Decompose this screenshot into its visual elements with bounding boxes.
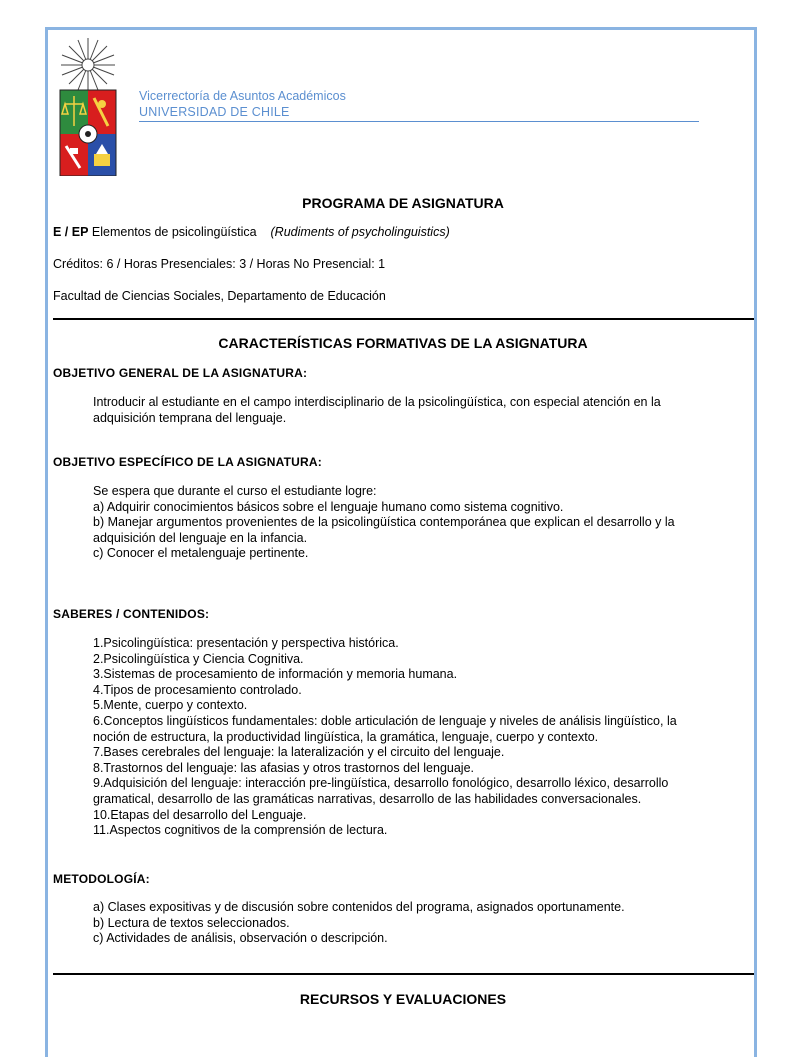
course-code: E / EP xyxy=(53,225,89,239)
course-name-en: (Rudiments of psycholinguistics) xyxy=(270,225,450,239)
list-item: noción de estructura, la productividad lingüística, la gramática, lenguaje, cuerpo y contexto. xyxy=(93,729,599,744)
list-item: 8.Trastornos del lenguaje: las afasias y otros trastornos del lenguaje. xyxy=(93,760,474,775)
text-line: Introducir al estudiante en el campo interdisciplinario de la psicolingüística, con especial atención en la xyxy=(93,395,661,409)
list-item: 10.Etapas del desarrollo del Lenguaje. xyxy=(93,807,307,822)
text-line: Se espera que durante el curso el estudiante logre: xyxy=(93,484,377,498)
section-divider xyxy=(53,973,754,975)
list-item: 1.Psicolingüística: presentación y perspectiva histórica. xyxy=(93,636,399,650)
list-item: 7.Bases cerebrales del lenguaje: la lateralización y el circuito del lenguaje. xyxy=(93,745,505,760)
metodologia-list xyxy=(93,900,723,947)
text-line: adquisición temprana del lenguaje. xyxy=(93,410,287,425)
list-item: b) Lectura de textos seleccionados. xyxy=(93,915,290,930)
list-item: 3.Sistemas de procesamiento de información y memoria humana. xyxy=(93,667,458,682)
recursos-title: RECURSOS Y EVALUACIONES xyxy=(299,991,507,1007)
list-item: 2.Psicolingüística y Ciencia Cognitiva. xyxy=(93,651,304,666)
list-item: c) Actividades de análisis, observación o descripción. xyxy=(93,931,388,946)
text-line: a) Adquirir conocimientos básicos sobre el lenguaje humano como sistema cognitivo. xyxy=(93,499,564,514)
objetivo-especifico-label: OBJETIVO ESPECÍFICO DE LA ASIGNATURA: xyxy=(53,455,322,469)
list-item: 6.Conceptos lingüísticos fundamentales: doble articulación de lenguaje y niveles de análisis lingüístico, la xyxy=(93,713,677,728)
course-name: Elementos de psicolingüística xyxy=(91,225,257,239)
facultad: Facultad de Ciencias Sociales, Departamento de Educación xyxy=(53,289,386,303)
list-item: 11.Aspectos cognitivos de la comprensión de lectura. xyxy=(93,823,388,838)
creditos: Créditos: 6 / Horas Presenciales: 3 / Horas No Presencial: 1 xyxy=(53,257,386,271)
metodologia-label: METODOLOGÍA: xyxy=(53,872,150,886)
objetivo-especifico-text xyxy=(93,484,723,562)
university-logo xyxy=(58,36,118,176)
course-name-line xyxy=(53,225,450,239)
saberes-label: SABERES / CONTENIDOS: xyxy=(53,607,210,621)
saberes-list xyxy=(93,636,723,839)
header-rule xyxy=(139,121,699,122)
list-item: 4.Tipos de procesamiento controlado. xyxy=(93,682,302,697)
header-vicerrectoria: Vicerrectoría de Asuntos Académicos xyxy=(139,89,346,103)
text-line: c) Conocer el metalenguaje pertinente. xyxy=(93,546,309,561)
list-item: 9.Adquisición del lenguaje: interacción pre-lingüística, desarrollo fonológico, desarrollo léxico, desarrollo xyxy=(93,776,669,791)
list-item: a) Clases expositivas y de discusión sobre contenidos del programa, asignados oportunamente. xyxy=(93,900,625,914)
objetivo-general-label: OBJETIVO GENERAL DE LA ASIGNATURA: xyxy=(53,366,308,380)
section-divider xyxy=(53,318,754,320)
caracteristicas-title: CARACTERÍSTICAS FORMATIVAS DE LA ASIGNATURA xyxy=(218,335,588,351)
header-universidad: UNIVERSIDAD DE CHILE xyxy=(139,105,290,119)
text-line: adquisición del lenguaje en la infancia. xyxy=(93,530,308,545)
list-item: gramatical, desarrollo de las gramáticas narrativas, desarrollo de las habilidades conversacionales. xyxy=(93,791,642,806)
list-item: 5.Mente, cuerpo y contexto. xyxy=(93,698,248,713)
programa-title: PROGRAMA DE ASIGNATURA xyxy=(302,195,504,211)
objetivo-general-text xyxy=(93,395,723,426)
text-line: b) Manejar argumentos provenientes de la psicolingüística contemporánea que explican el desarrollo y la xyxy=(93,515,675,530)
